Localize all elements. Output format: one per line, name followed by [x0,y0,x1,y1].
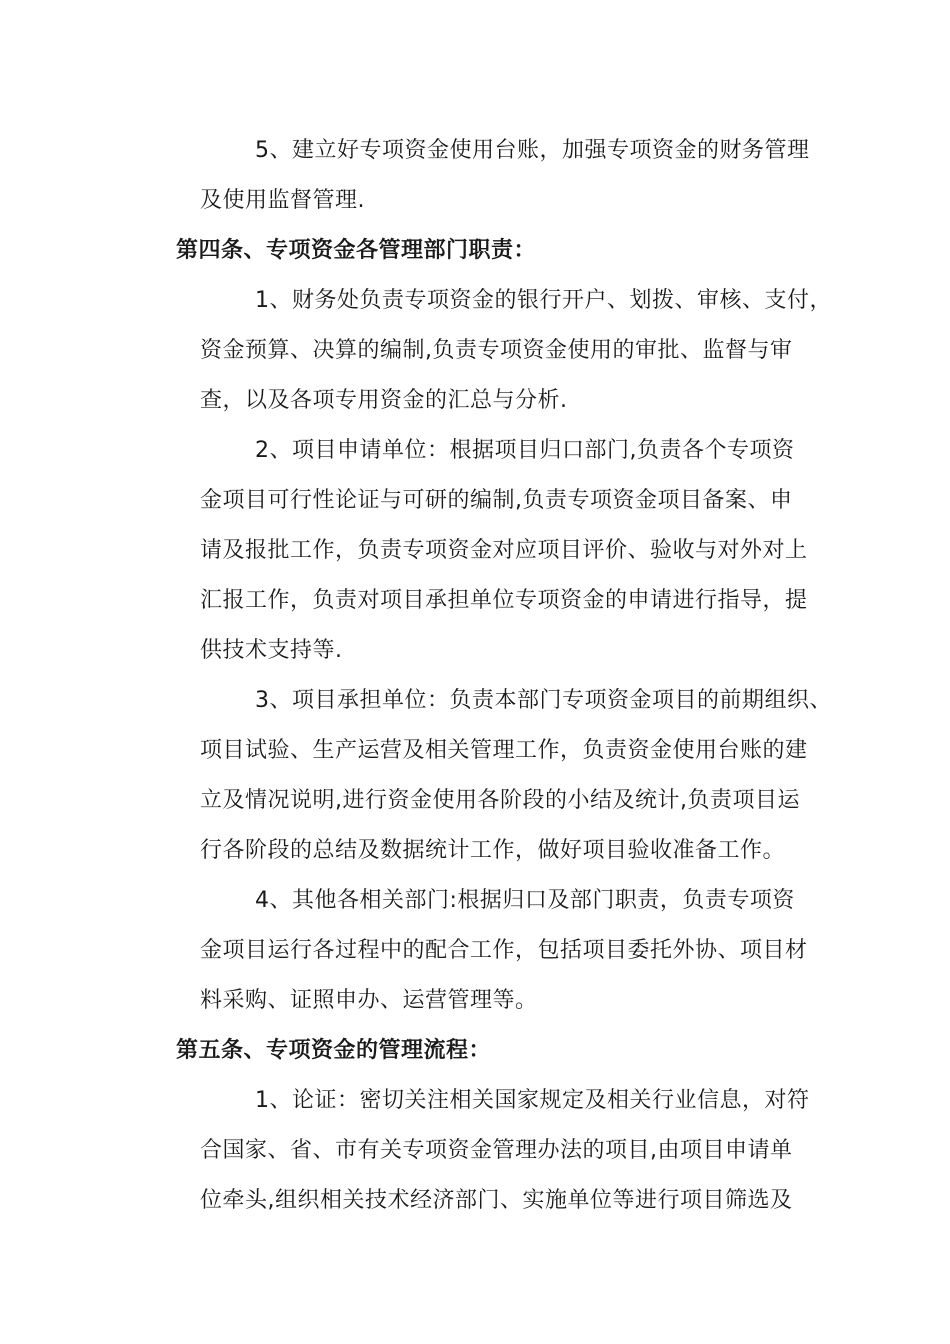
paragraph-line: 4、其他各相关部门:根据归口及部门职责，负责专项资 [255,888,795,913]
paragraph-line: 项目试验、生产运营及相关管理工作，负责资金使用台账的建 [200,738,808,763]
paragraph-line: 3、项目承担单位：负责本部门专项资金项目的前期组织、 [255,688,832,713]
paragraph-line: 查，以及各项专用资金的汇总与分析. [200,388,568,413]
paragraph-line: 金项目运行各过程中的配合工作，包括项目委托外协、项目材 [200,938,808,963]
paragraph-line: 1、财务处负责专项资金的银行开户、划拨、审核、支付， [255,288,832,313]
paragraph-line: 2、项目申请单位：根据项目归口部门,负责各个专项资 [255,438,795,463]
paragraph-line: 合国家、省、市有关专项资金管理办法的项目,由项目申请单 [200,1138,793,1163]
paragraph-line: 供技术支持等. [200,638,343,663]
paragraph-line: 立及情况说明,进行资金使用各阶段的小结及统计,负责项目运 [200,788,800,813]
paragraph-line: 请及报批工作，负责专项资金对应项目评价、验收与对外对上 [200,538,808,563]
section-heading: 第五条、专项资金的管理流程： [176,1038,492,1063]
paragraph-line: 料采购、证照申办、运营管理等。 [200,988,538,1013]
section-heading: 第四条、专项资金各管理部门职责： [176,238,537,263]
paragraph-line: 金项目可行性论证与可研的编制,负责专项资金项目备案、申 [200,488,793,513]
paragraph-line: 资金预算、决算的编制,负责专项资金使用的审批、监督与审 [200,338,793,363]
paragraph-line: 5、建立好专项资金使用台账，加强专项资金的财务管理 [255,138,810,163]
paragraph-line: 汇报工作，负责对项目承担单位专项资金的申请进行指导，提 [200,588,808,613]
paragraph-line: 1、论证：密切关注相关国家规定及相关行业信息，对符 [255,1088,810,1113]
paragraph-line: 位牵头,组织相关技术经济部门、实施单位等进行项目筛选及 [200,1188,793,1213]
paragraph-line: 及使用监督管理. [200,188,365,213]
paragraph-line: 行各阶段的总结及数据统计工作，做好项目验收准备工作。 [200,838,786,863]
